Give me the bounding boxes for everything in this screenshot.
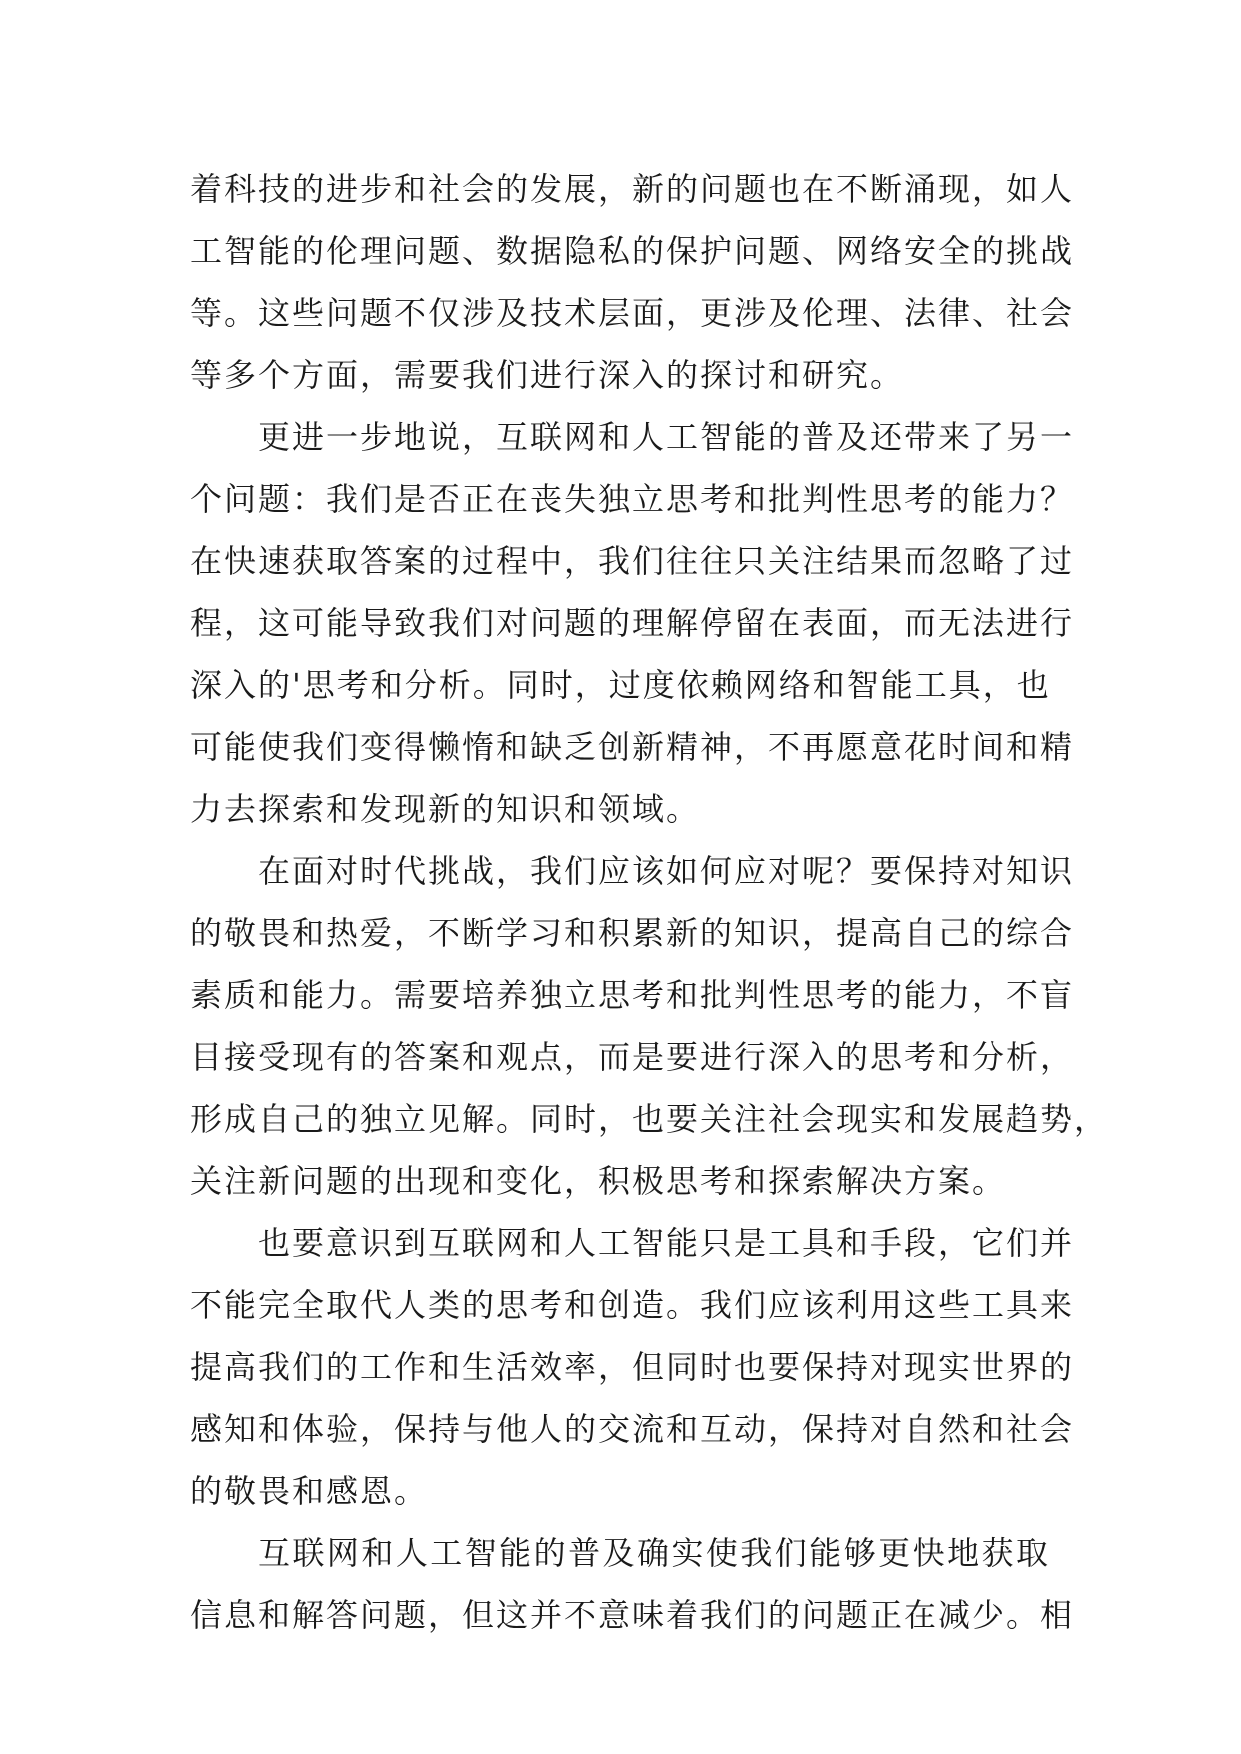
text-line: 等多个方面，需要我们进行深入的探讨和研究。 xyxy=(190,356,905,394)
text-line: 个问题：我们是否正在丧失独立思考和批判性思考的能力？ xyxy=(190,480,1075,518)
text-line: 在快速获取答案的过程中，我们往往只关注结果而忽略了过 xyxy=(190,542,1075,580)
text-line: 不能完全取代人类的思考和创造。我们应该利用这些工具来 xyxy=(190,1286,1075,1324)
text-line: 力去探索和发现新的知识和领域。 xyxy=(190,790,701,828)
paragraph-first-line: 也要意识到互联网和人工智能只是工具和手段，它们并 xyxy=(258,1224,1075,1262)
text-line: 工智能的伦理问题、数据隐私的保护问题、网络安全的挑战 xyxy=(190,232,1075,270)
paragraph-first-line: 在面对时代挑战，我们应该如何应对呢？要保持对知识 xyxy=(258,852,1075,890)
text-line: 关注新问题的出现和变化，积极思考和探索解决方案。 xyxy=(190,1162,1007,1200)
body-text xyxy=(190,158,1109,1646)
text-line: 目接受现有的答案和观点，而是要进行深入的思考和分析， xyxy=(190,1038,1075,1076)
text-line: 形成自己的独立见解。同时，也要关注社会现实和发展趋势， xyxy=(190,1100,1109,1138)
text-line: 素质和能力。需要培养独立思考和批判性思考的能力，不盲 xyxy=(190,976,1075,1014)
text-line: 感知和体验，保持与他人的交流和互动，保持对自然和社会 xyxy=(190,1410,1075,1448)
text-line: 等。这些问题不仅涉及技术层面，更涉及伦理、法律、社会 xyxy=(190,294,1075,332)
text-line: 的敬畏和感恩。 xyxy=(190,1472,429,1510)
text-line: 的敬畏和热爱，不断学习和积累新的知识，提高自己的综合 xyxy=(190,914,1075,952)
paragraph-first-line: 更进一步地说，互联网和人工智能的普及还带来了另一 xyxy=(258,418,1075,456)
text-line: 提高我们的工作和生活效率，但同时也要保持对现实世界的 xyxy=(190,1348,1075,1386)
text-line: 深入的'思考和分析。同时，过度依赖网络和智能工具，也 xyxy=(190,666,1051,704)
text-line: 着科技的进步和社会的发展，新的问题也在不断涌现，如人 xyxy=(190,170,1075,208)
paragraph-first-line: 互联网和人工智能的普及确实使我们能够更快地获取 xyxy=(258,1534,1050,1572)
text-line: 信息和解答问题，但这并不意味着我们的问题正在减少。相 xyxy=(190,1596,1075,1634)
text-line: 程，这可能导致我们对问题的理解停留在表面，而无法进行 xyxy=(190,604,1075,642)
text-line: 可能使我们变得懒惰和缺乏创新精神，不再愿意花时间和精 xyxy=(190,728,1075,766)
